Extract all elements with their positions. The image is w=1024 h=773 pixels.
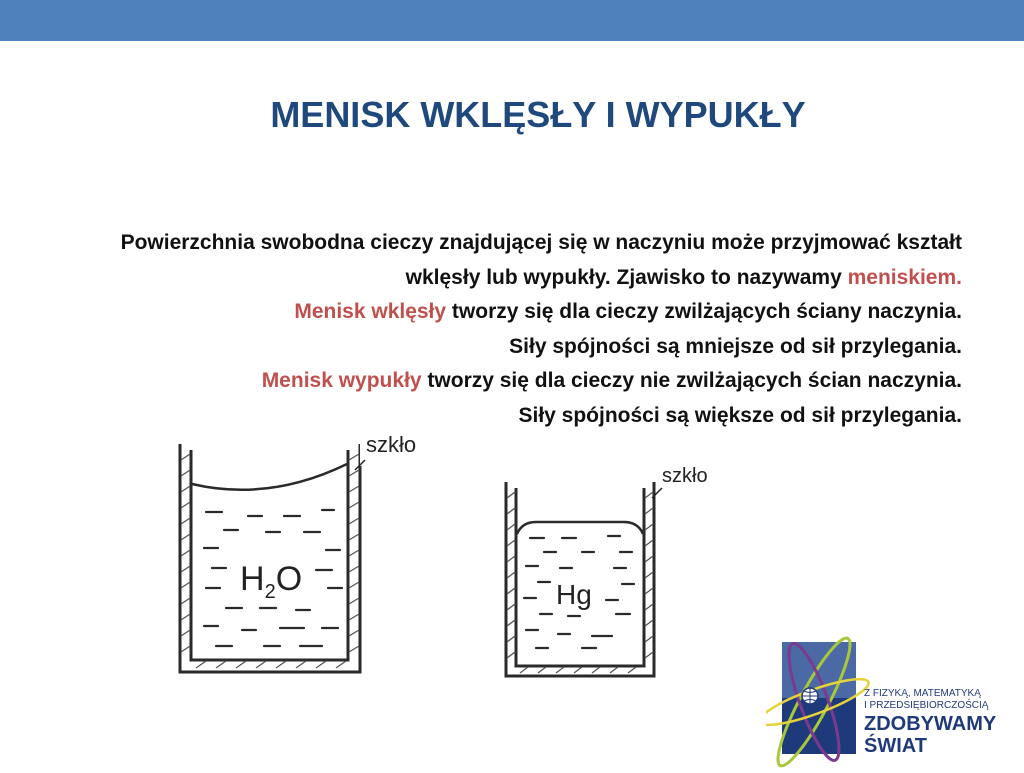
water-concave-meniscus-figure: [176, 420, 438, 682]
glass-outer-wall: [180, 444, 360, 672]
top-bar: [0, 0, 1024, 41]
body-text-segment: tworzy się dla cieczy nie zwilżających ścian naczynia.: [421, 369, 962, 392]
highlighted-term: Menisk wklęsły: [294, 300, 447, 323]
highlighted-term: meniskiem.: [847, 265, 962, 289]
project-logo: [766, 624, 1024, 768]
body-text-segment: Siły spójności są mniejsze od sił przylegania.: [509, 334, 962, 358]
glass-inner-wall: [516, 488, 644, 666]
body-paragraph: [62, 295, 962, 330]
concave-meniscus: [192, 464, 347, 490]
slide-title: MENISK WKLĘSŁY I WYPUKŁY: [270, 94, 806, 135]
logo-line-1: Z FIZYKĄ, MATEMATYKĄ: [864, 688, 981, 699]
logo-line-2: I PRZEDSIĘBIORCZOŚCIĄ: [864, 700, 989, 711]
water-formula: $H_2O$: [240, 560, 303, 603]
body-text-segment: tworzy się dla cieczy zwilżających ściany naczynia.: [446, 300, 962, 323]
body-paragraph: [62, 330, 962, 365]
body-text-segment: Powierzchnia swobodna cieczy znajdującej się w naczyniu może przyjmować kształt wklęsły lub wypukły. Zjawisko to nazywamy: [120, 231, 962, 289]
glass-label-mercury: szkło: [662, 465, 708, 487]
convex-meniscus: [517, 522, 643, 534]
body-text-segment: Siły spójności są większe od sił przylegania.: [518, 403, 962, 427]
logo-line-4: ŚWIAT: [864, 735, 927, 757]
slide-body: [62, 226, 962, 433]
highlighted-term: Menisk wypukły: [261, 369, 422, 392]
glass-label-water: szkło: [366, 432, 417, 457]
logo-line-3: ZDOBYWAMY: [864, 713, 997, 735]
mercury-convex-meniscus-figure: [496, 452, 732, 688]
body-paragraph: [62, 364, 962, 399]
mercury-symbol: Hg: [556, 579, 592, 610]
body-paragraph: [62, 226, 962, 295]
